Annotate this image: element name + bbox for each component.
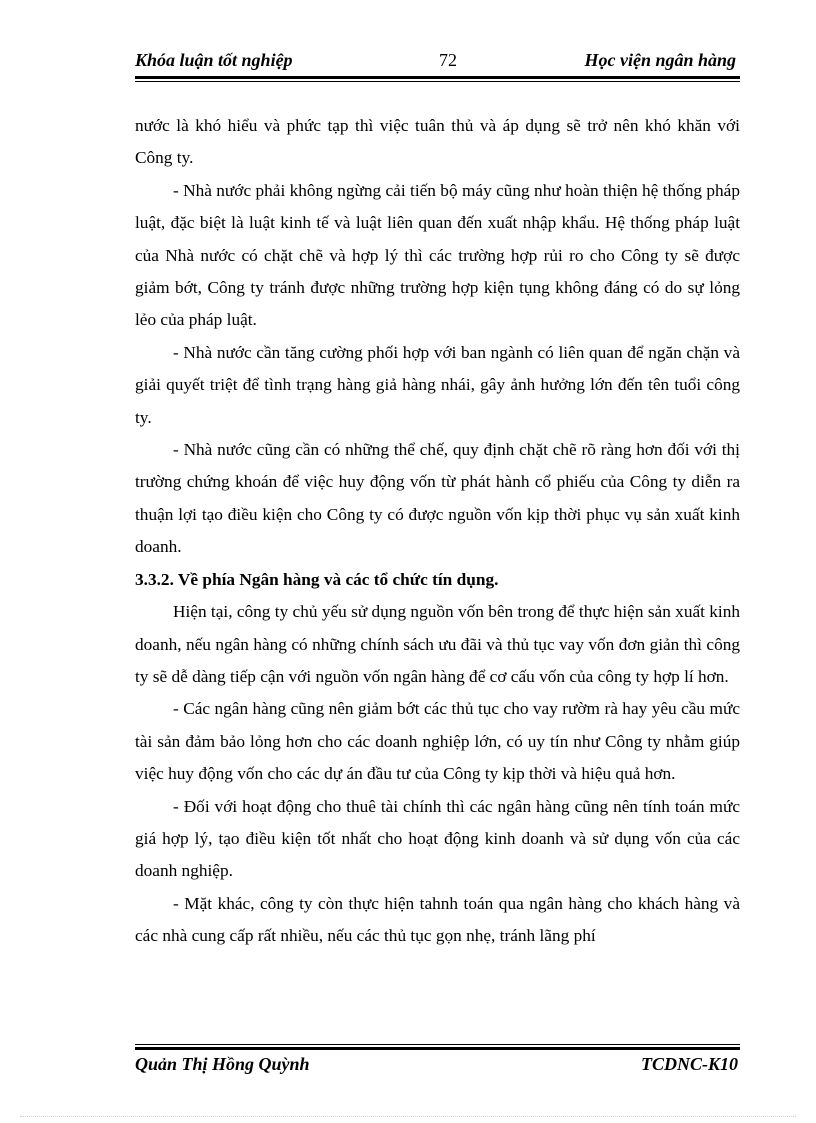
header-institution: Học viện ngân hàng <box>584 50 736 70</box>
body-text <box>135 110 740 953</box>
paragraph: Hiện tại, công ty chủ yếu sử dụng nguồn vốn bên trong để thực hiện sản xuất kinh doanh, nếu ngân hàng có những chính sách ưu đãi và thủ tục vay vốn đơn giản thì công ty sẽ dễ dàng tiếp cận với nguồn vốn ngân hàng để cơ cấu vốn của công ty hợp lí hơn. <box>135 602 740 686</box>
footer-class-code: TCDNC-K10 <box>640 1054 738 1074</box>
header-rule-thin <box>135 81 740 82</box>
page-header <box>135 46 740 76</box>
footer-author: Quản Thị Hồng Quỳnh <box>135 1054 310 1074</box>
paragraph: - Mặt khác, công ty còn thực hiện tahnh toán qua ngân hàng cho khách hàng và các nhà cung cấp rất nhiều, nếu các thủ tục gọn nhẹ, tránh lãng phí <box>135 893 740 946</box>
footer-rule-thick <box>135 1047 740 1050</box>
page-number: 72 <box>439 50 457 70</box>
header-thesis-title: Khóa luận tốt nghiệp <box>135 50 293 70</box>
section-heading: 3.3.2. Về phía Ngân hàng và các tổ chức tín dụng. <box>135 569 499 589</box>
page-footer <box>135 1054 740 1080</box>
paragraph: - Nhà nước phải không ngừng cải tiến bộ máy cũng như hoàn thiện hệ thống pháp luật, đặc biệt là luật kinh tế và luật liên quan đến xuất nhập khẩu. Hệ thống pháp luật của Nhà nước có chặt chẽ và hợp lý thì các trường hợp rủi ro cho Công ty sẽ được giảm bớt, Công ty tránh được những trường hợp kiện tụng không đáng có do sự lỏng lẻo của pháp luật. <box>135 180 740 330</box>
paragraph: - Đối với hoạt động cho thuê tài chính thì các ngân hàng cũng nên tính toán mức giá hợp lý, tạo điều kiện tốt nhất cho hoạt động kinh doanh và sử dụng vốn của các doanh nghiệp. <box>135 796 740 881</box>
paragraph: - Nhà nước cũng cần có những thể chế, quy định chặt chẽ rõ ràng hơn đối với thị trường chứng khoán để việc huy động vốn từ phát hành cổ phiếu của Công ty diễn ra thuận lợi tạo điều kiện cho Công ty có được nguồn vốn kịp thời phục vụ sản xuất kinh doanh. <box>135 440 740 557</box>
paragraph: - Các ngân hàng cũng nên giảm bớt các thủ tục cho vay rườm rà hay yêu cầu mức tài sản đảm bảo lỏng hơn cho các doanh nghiệp lớn, có uy tín như Công ty nhằm giúp việc huy động vốn cho các dự án đầu tư của Công ty kịp thời và hiệu quả hơn. <box>135 699 740 784</box>
paragraph: - Nhà nước cần tăng cường phối hợp với ban ngành có liên quan để ngăn chặn và giải quyết triệt để tình trạng hàng giả hàng nhái, gây ảnh hưởng lớn đến tên tuổi công ty. <box>135 342 740 427</box>
paragraph: nước là khó hiểu và phức tạp thì việc tuân thủ và áp dụng sẽ trở nên khó khăn với Công ty. <box>135 116 740 168</box>
page-edge-divider <box>20 1116 796 1117</box>
footer-rule-thin <box>135 1044 740 1045</box>
header-rule-thick <box>135 76 740 79</box>
